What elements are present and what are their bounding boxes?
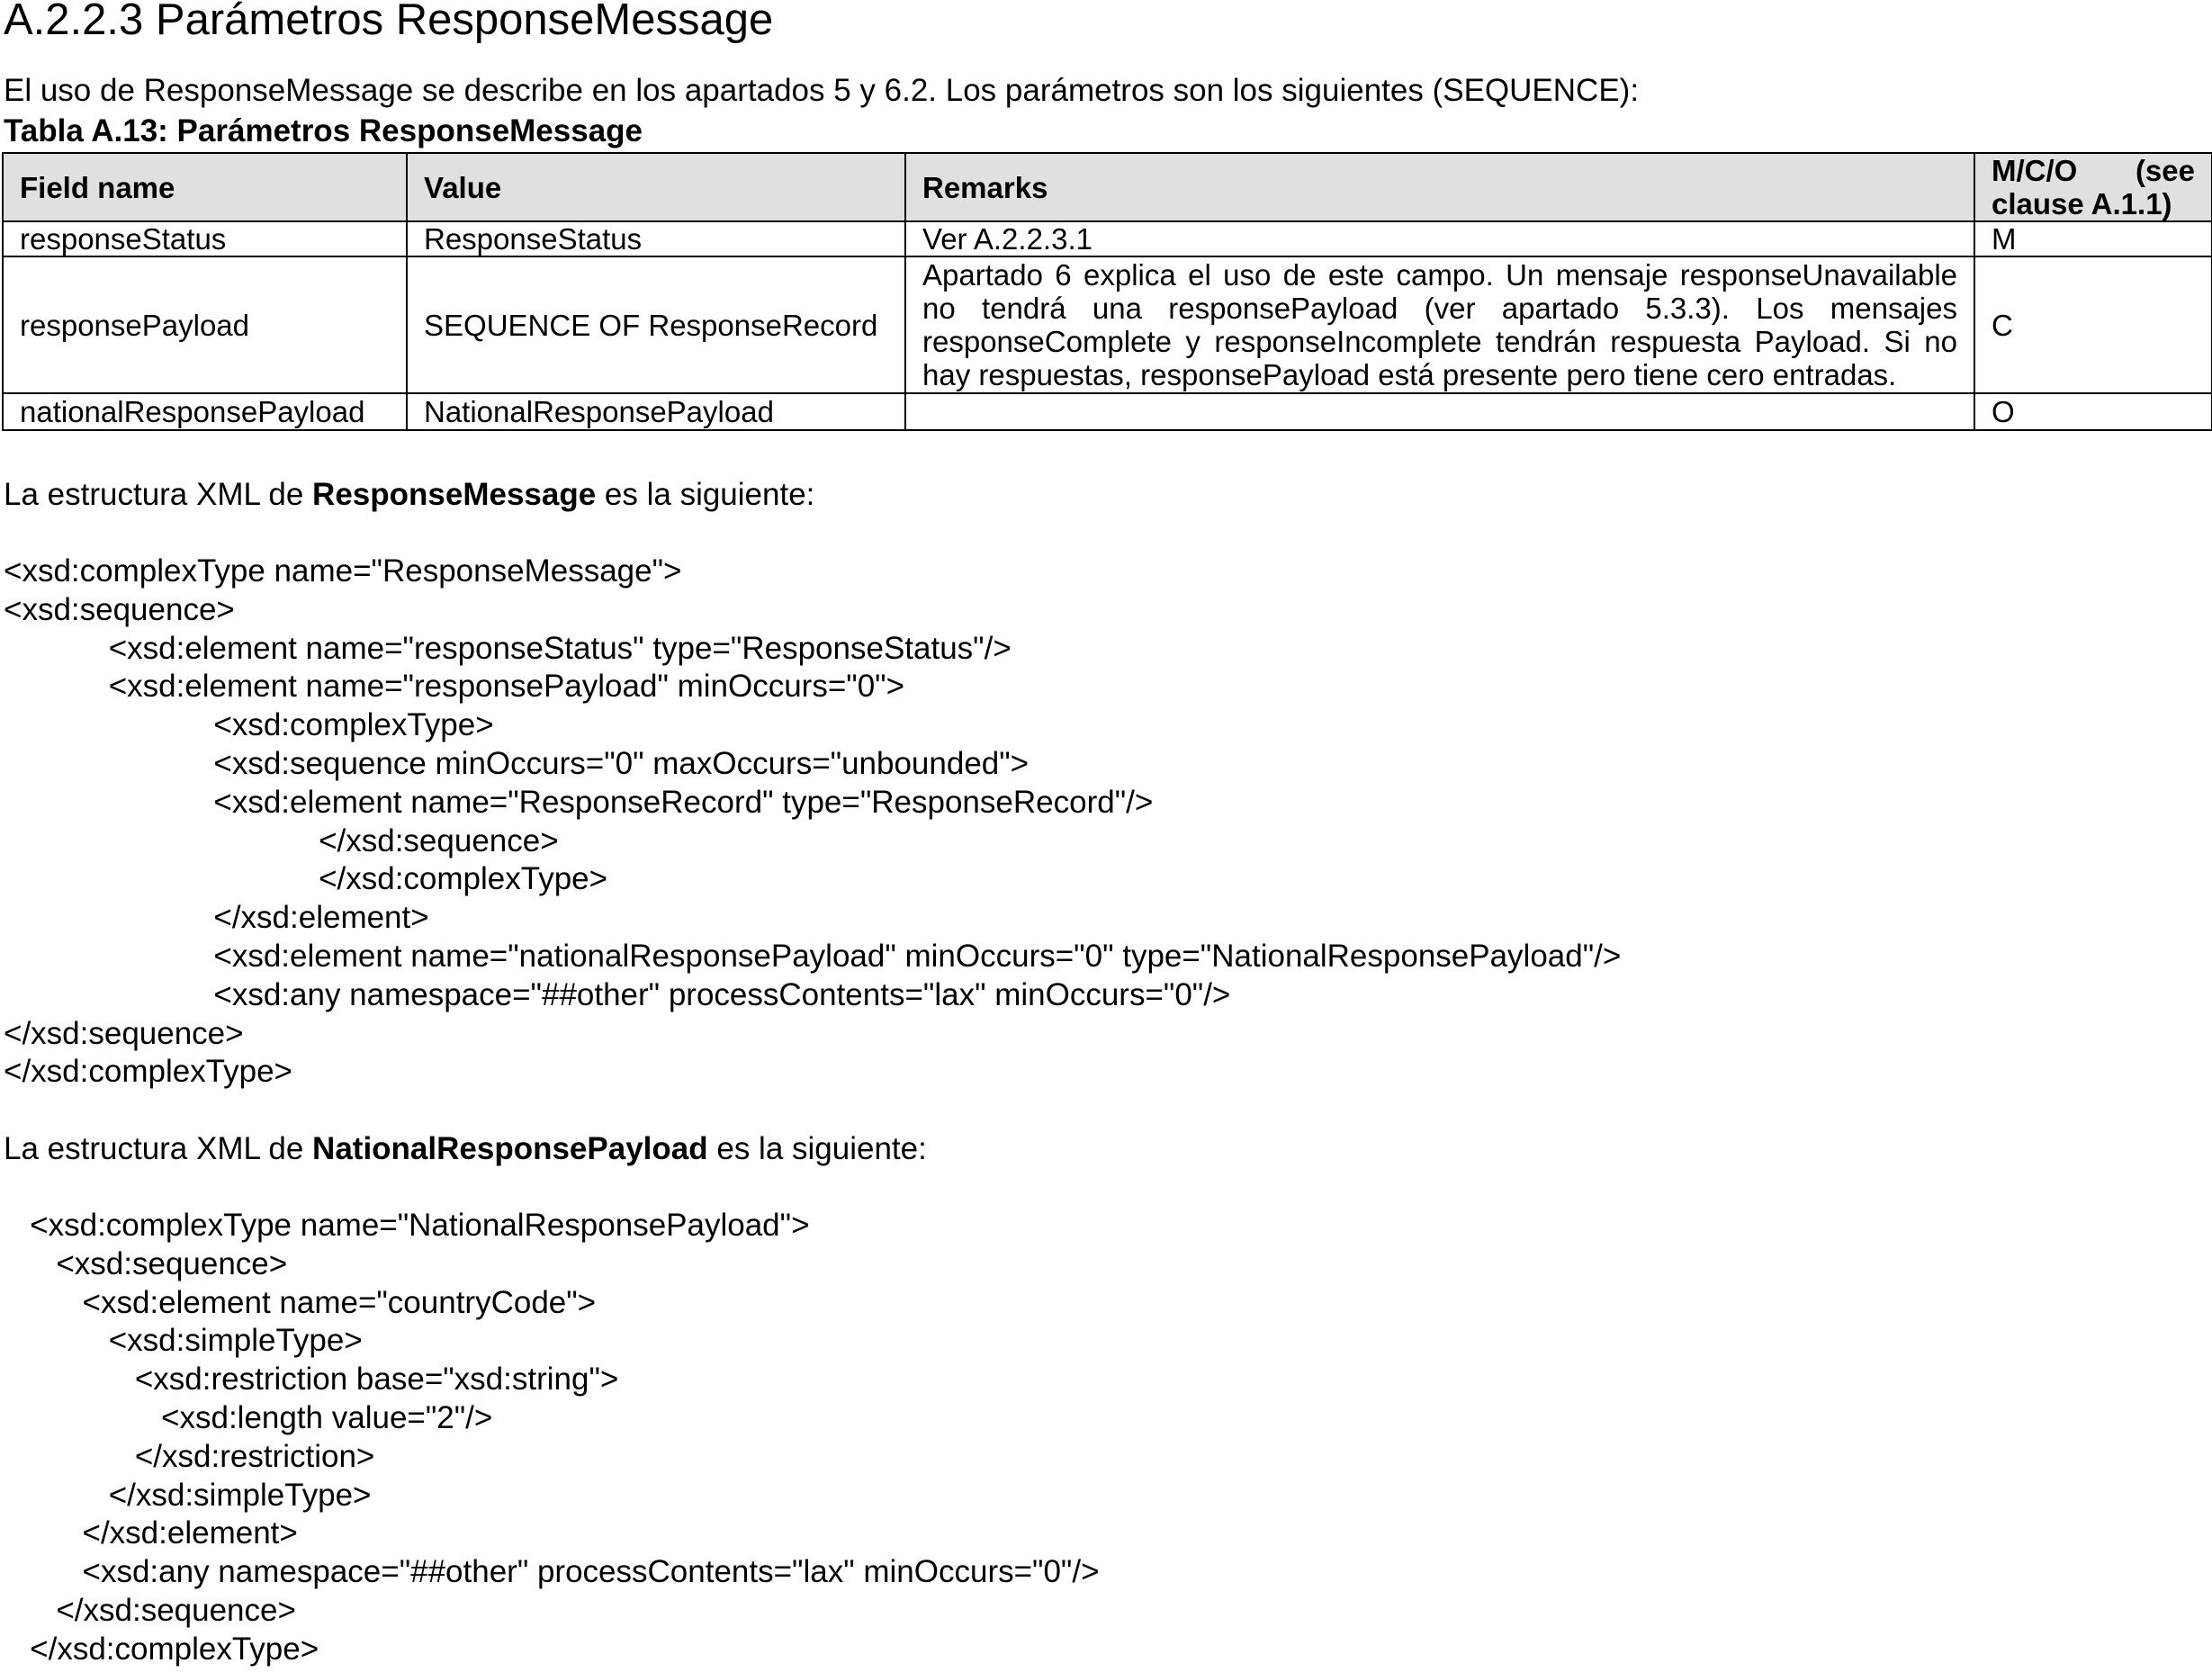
xml-intro-national-response-payload	[4, 1130, 927, 1168]
section-heading: A.2.2.3 Parámetros ResponseMessage	[4, 0, 774, 44]
cell-mco: O	[1974, 393, 2212, 430]
xml-code-block-response-message: <xsd:complexType name="ResponseMessage"> <xsd:sequence> <xsd:element name="responseStatus" type="ResponseStatus"/> <xsd:element name="responsePayload" minOccurs="0"> <xsd:complexType> <xsd:sequence minOccurs="0" maxOccurs="unbounded"> <xsd:element name="ResponseRecord" type="ResponseRecord"/> </xsd:sequence> </xsd:complexType> </xsd:element> <xsd:element name="nationalResponsePayload" minOccurs="0" type="NationalResponsePayload"/> <xsd:any namespace="##other" processContents="lax" minOccurs="0"/> </xsd:sequence> </xsd:complexType>	[4, 553, 1622, 1090]
header-value: Value	[407, 153, 905, 221]
cell-value: NationalResponsePayload	[407, 393, 905, 430]
xml-code-block-national-response-payload: <xsd:complexType name="NationalResponsePayload"> <xsd:sequence> <xsd:element name="countryCode"> <xsd:simpleType> <xsd:restriction base="xsd:string"> <xsd:length value="2"/> </xsd:restriction> </xsd:simpleType> </xsd:element> <xsd:any namespace="##other" processContents="lax" minOccurs="0"/> </xsd:sequence> </xsd:complexType>	[30, 1208, 1100, 1667]
cell-field-name: responsePayload	[3, 256, 407, 393]
xml-intro-type-name: NationalResponsePayload	[312, 1131, 708, 1166]
cell-remarks	[905, 393, 1974, 430]
xml-intro-text-after: es la siguiente:	[707, 1131, 927, 1166]
cell-mco: C	[1974, 256, 2212, 393]
cell-value: SEQUENCE OF ResponseRecord	[407, 256, 905, 393]
header-remarks: Remarks	[905, 153, 1974, 221]
table-row	[3, 256, 2212, 393]
cell-field-name: responseStatus	[3, 221, 407, 256]
intro-paragraph: El uso de ResponseMessage se describe en los apartados 5 y 6.2. Los parámetros son los siguientes (SEQUENCE):	[4, 73, 1640, 108]
xml-intro-text-before: La estructura XML de	[4, 1131, 313, 1166]
cell-mco: M	[1974, 221, 2212, 256]
cell-remarks: Apartado 6 explica el uso de este campo. Un mensaje responseUnavailable no tendrá una responsePayload (ver apartado 5.3.3). Los mensajes responseComplete y responseIncomplete tendrán respuesta Payload. Si no hay respuestas, responsePayload está presente pero tiene cero entradas.	[905, 256, 1974, 393]
cell-remarks: Ver A.2.2.3.1	[905, 221, 1974, 256]
cell-value: ResponseStatus	[407, 221, 905, 256]
parameters-table	[2, 152, 2212, 431]
xml-intro-text-after: es la siguiente:	[596, 477, 815, 512]
table-row	[3, 221, 2212, 256]
table-header-row	[3, 153, 2212, 221]
header-mco: M/C/O (see clause A.1.1)	[1974, 153, 2212, 221]
table-caption: Tabla A.13: Parámetros ResponseMessage	[4, 113, 643, 148]
xml-intro-text-before: La estructura XML de	[4, 477, 313, 512]
xml-intro-response-message	[4, 476, 814, 514]
header-field-name: Field name	[3, 153, 407, 221]
xml-intro-type-name: ResponseMessage	[312, 477, 597, 512]
cell-field-name: nationalResponsePayload	[3, 393, 407, 430]
table-row	[3, 393, 2212, 430]
